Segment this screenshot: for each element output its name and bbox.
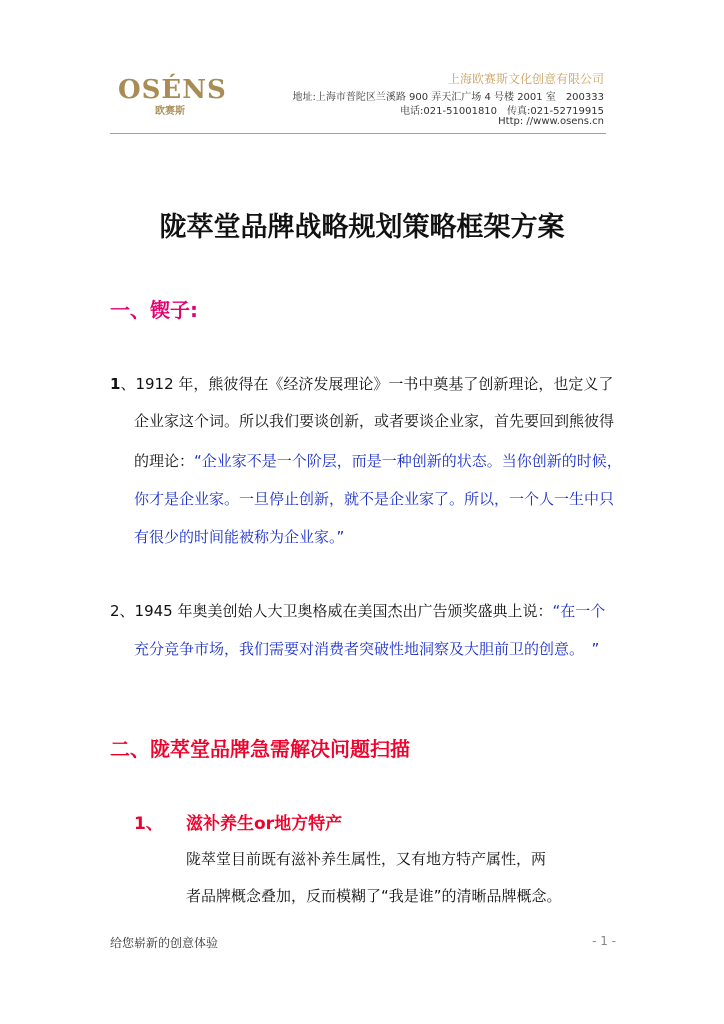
company-website[interactable]: Http: //www.osens.cn	[498, 116, 604, 127]
page-number: - 1 -	[592, 934, 616, 948]
section-2-heading: 二、陇萃堂品牌急需解决问题扫描	[110, 737, 410, 761]
subsection-1-line-2: 者品牌概念叠加，反而模糊了“我是谁”的清晰品牌概念。	[186, 887, 562, 905]
quote-ogilvy-start: “在一个	[552, 602, 606, 620]
paragraph-1-line-1	[110, 374, 613, 394]
logo-chinese-name: 欧赛斯	[155, 106, 185, 117]
company-name: 上海欧赛斯文化创意有限公司	[447, 72, 604, 86]
quote-schumpeter-line-3: 有很少的时间能被称为企业家。”	[134, 528, 345, 546]
logo-wordmark: OSÉNS	[118, 75, 227, 105]
quote-ogilvy-line-2: 充分竞争市场，我们需要对消费者突破性地洞察及大胆前卫的创意。 ”	[134, 640, 600, 658]
footer-slogan: 给您崭新的创意体验	[110, 936, 219, 950]
paragraph-1-line-3-plain: 的理论：	[134, 452, 195, 470]
item-1-number: 1	[110, 375, 121, 393]
item-1-separator: 、	[120, 375, 136, 393]
item-1-text: 1912 年，熊彼得在《经济发展理论》一书中奠基了创新理论，也定义了	[135, 375, 614, 393]
header-divider	[110, 133, 606, 134]
paragraph-2-line-1	[110, 601, 605, 621]
subsection-1-title: 滋补养生or地方特产	[186, 814, 343, 834]
document-title: 陇萃堂品牌战略规划策略框架方案	[159, 212, 565, 243]
subsection-1-line-1: 陇萃堂目前既有滋补养生属性，又有地方特产属性，两	[186, 850, 547, 868]
paragraph-1-line-2: 企业家这个词。所以我们要谈创新，或者要谈企业家，首先要回到熊彼得	[134, 412, 615, 430]
paragraph-1-line-3	[134, 451, 622, 471]
subsection-1-number: 1、	[134, 814, 163, 834]
company-phone: 电话:021-51001810 传真:021-52719915	[400, 106, 604, 117]
quote-schumpeter-line-2: 你才是企业家。一旦停止创新，就不是企业家了。所以，一个人一生中只	[134, 490, 615, 508]
company-logo	[118, 75, 227, 117]
paragraph-2-plain: 2、1945 年奥美创始人大卫奥格威在美国杰出广告颁奖盛典上说：	[110, 602, 553, 620]
company-address: 地址:上海市普陀区兰溪路 900 弄天汇广场 4 号楼 2001 室 200333	[292, 92, 604, 103]
section-1-heading: 一、锲子:	[110, 298, 198, 322]
quote-schumpeter-start: “企业家不是一个阶层，而是一种创新的状态。当你创新的时候，	[194, 452, 622, 470]
